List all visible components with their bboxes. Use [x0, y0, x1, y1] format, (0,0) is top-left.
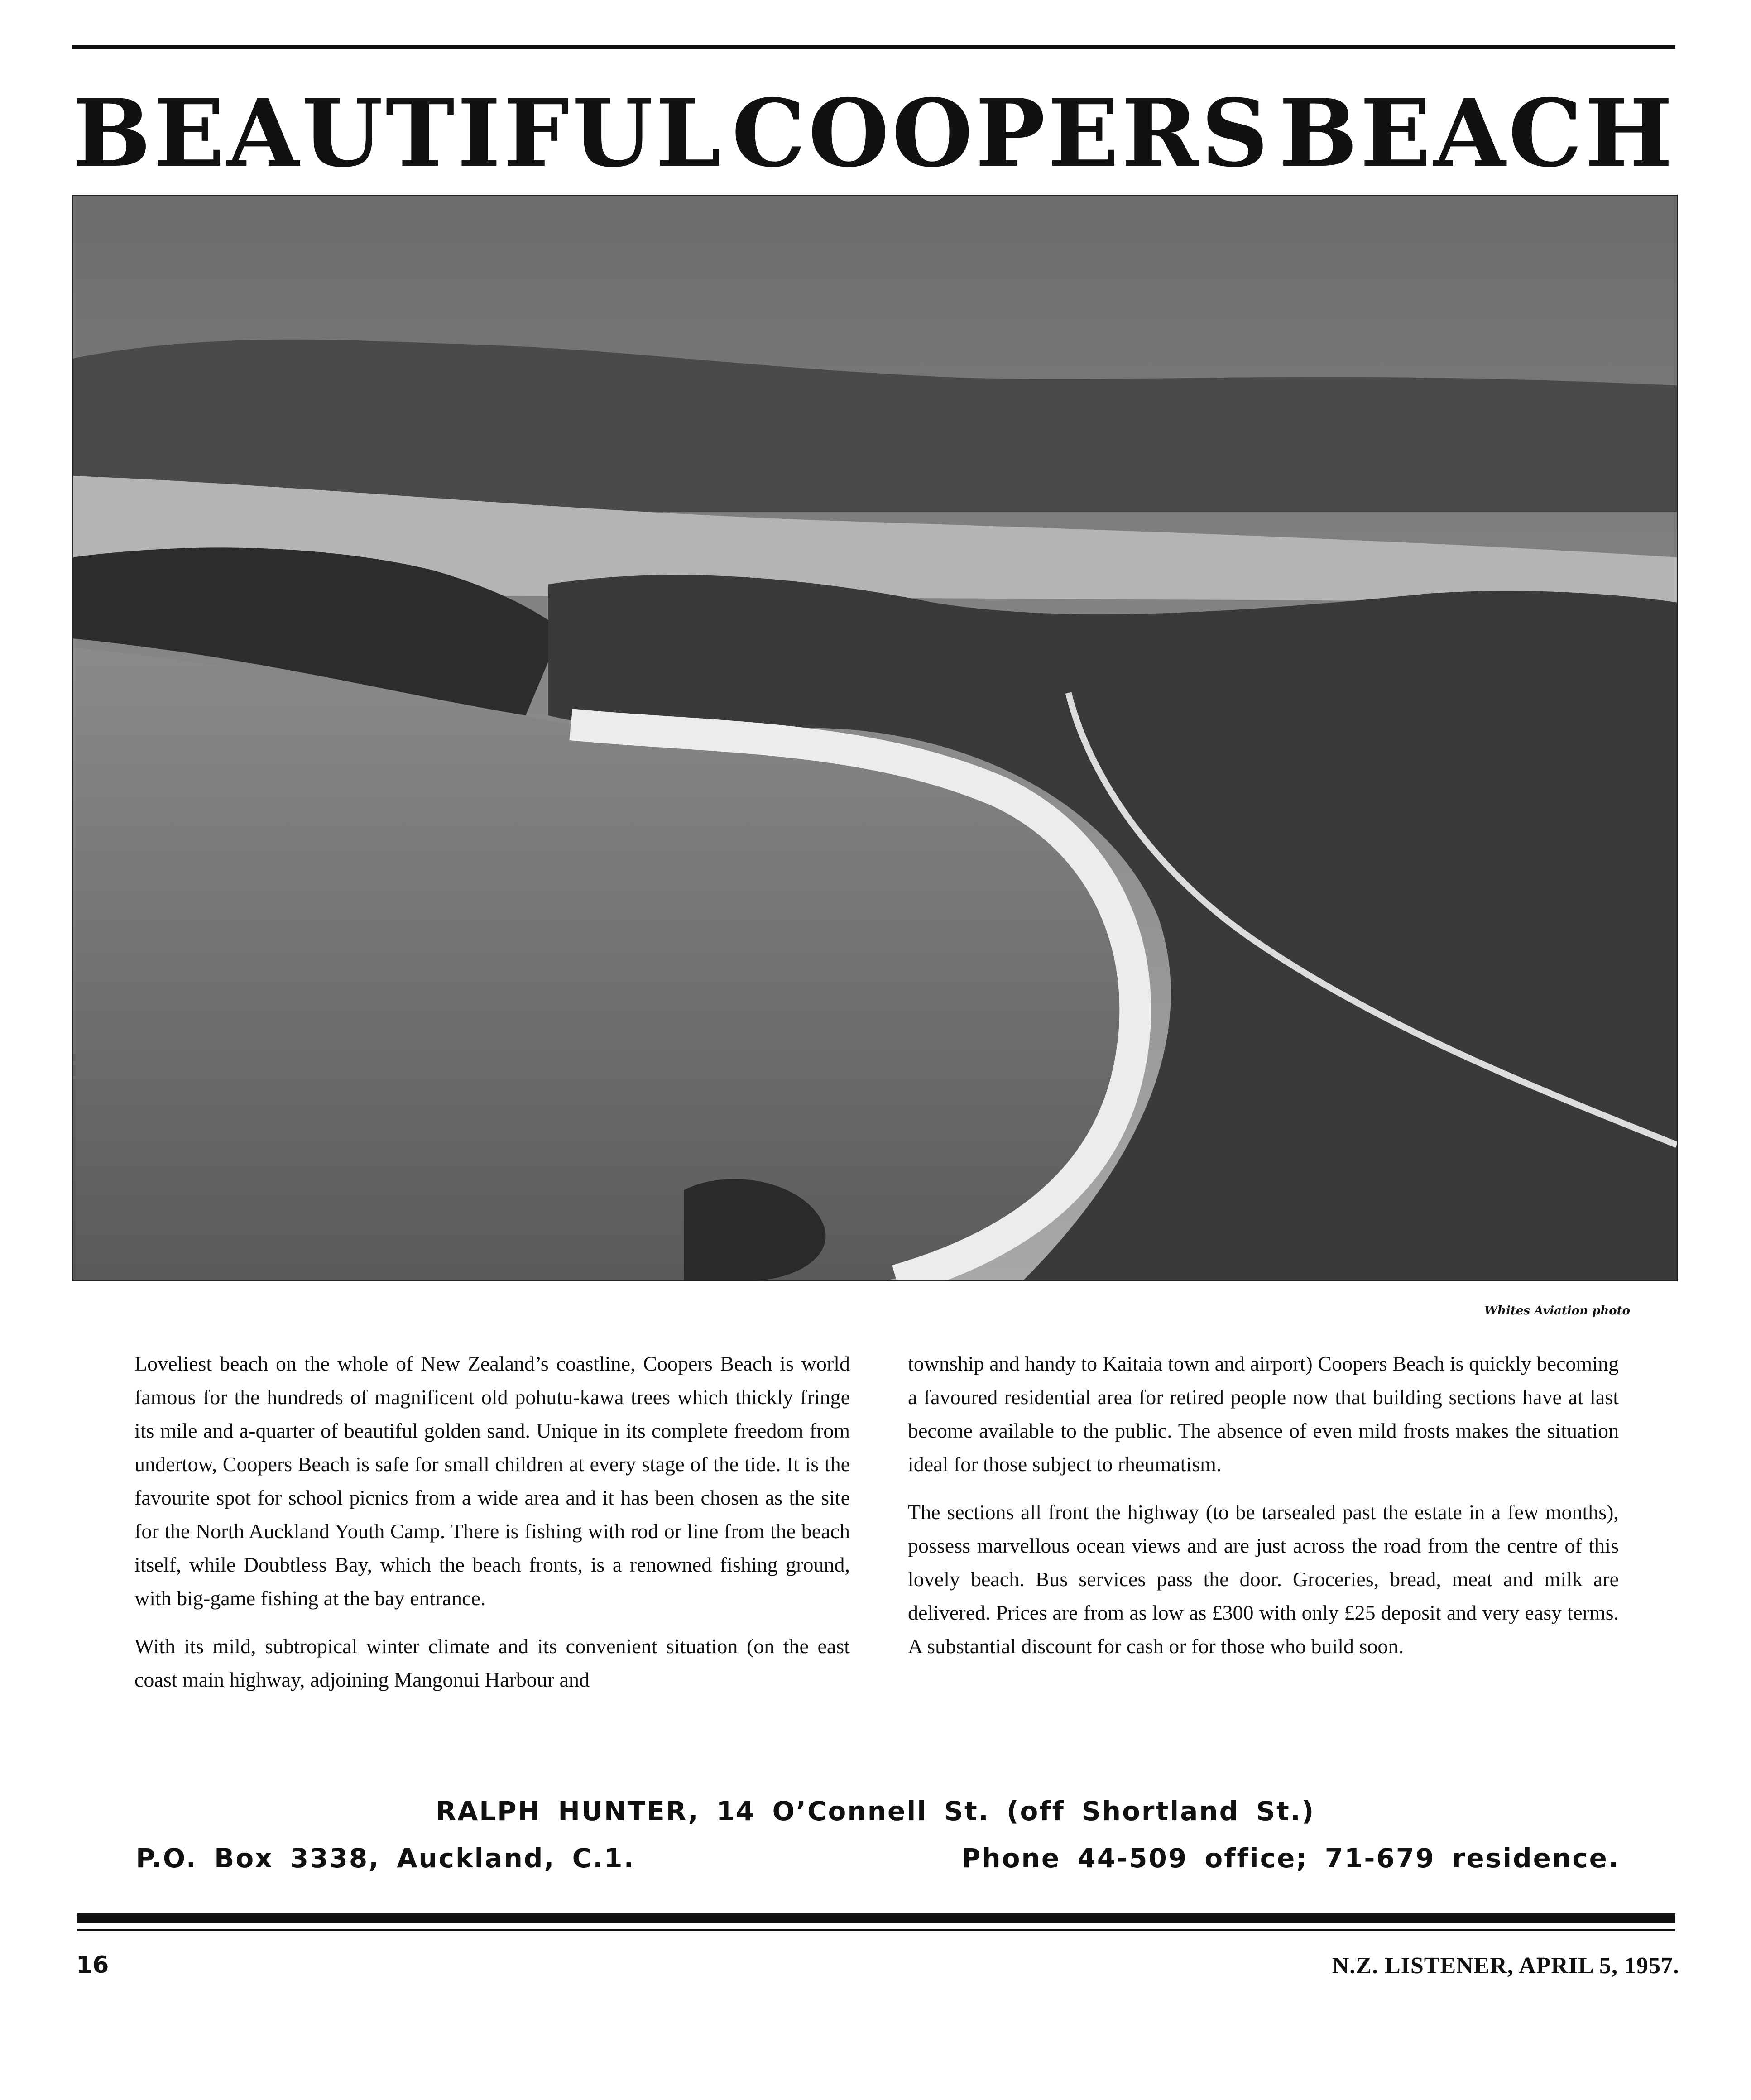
body-column-left — [134, 1347, 850, 1711]
contact-po-box: P.O. Box 3338, Auckland, C.1. — [136, 1843, 635, 1874]
body-paragraph: Loveliest beach on the whole of New Zealand’s coastline, Coopers Beach is world famous for the hundreds of magnificent old pohutu-kawa trees which thickly fringe its mile and a-quarter of beautiful golden sand. Unique in its complete freedom from undertow, Coopers Beach is safe for small children at every stage of the tide. It is the favourite spot for school picnics from a wide area and it has been chosen as the site for the North Auckland Youth Camp. There is fishing with rod or line from the beach itself, while Doubtless Bay, which the beach fronts, is a renowned fishing ground, with big-game fishing at the bay entrance. — [134, 1352, 850, 1610]
body-paragraph: The sections all front the highway (to be tarsealed past the estate in a few months), possess marvellous ocean views and are just across the road from the centre of this lovely beach. Bus services pass the door. Groceries, bread, meat and milk are delivered. Prices are from as low as £300 with only £25 deposit and very easy terms. A substantial discount for cash or for those who build soon. — [908, 1501, 1619, 1658]
body-paragraph: With its mild, subtropical winter climate and its convenient situation (on the east coast main highway, adjoining Mangonui Harbour and — [134, 1635, 850, 1691]
headline-word-2: COOPERS — [731, 79, 1271, 188]
aerial-beach-photo — [72, 195, 1678, 1281]
contact-name-address: RALPH HUNTER, 14 O’Connell St. (off Shortland St.) — [436, 1796, 1315, 1827]
bottom-rule-thick — [77, 1913, 1675, 1923]
body-column-right — [908, 1347, 1619, 1678]
top-rule — [72, 45, 1675, 49]
contact-phone: Phone 44-509 office; 71-679 residence. — [961, 1843, 1620, 1874]
publication-issue: N.Z. LISTENER, APRIL 5, 1957. — [1332, 1953, 1679, 1979]
aerial-photo-illustration — [73, 196, 1677, 1280]
headline-word-3: BEACH — [1279, 79, 1675, 188]
headline-word-1: BEAUTIFUL — [72, 79, 724, 188]
bottom-rule-thin — [77, 1929, 1675, 1931]
headline — [72, 79, 1675, 188]
body-paragraph: township and handy to Kaitaia town and airport) Coopers Beach is quickly becoming a favoured residential area for retired people now that building sections have at last become available to the public. The absence of even mild frosts makes the situation ideal for those subject to rheumatism. — [908, 1352, 1619, 1476]
photo-credit: Whites Aviation photo — [1484, 1304, 1630, 1318]
page-number: 16 — [76, 1951, 109, 1979]
